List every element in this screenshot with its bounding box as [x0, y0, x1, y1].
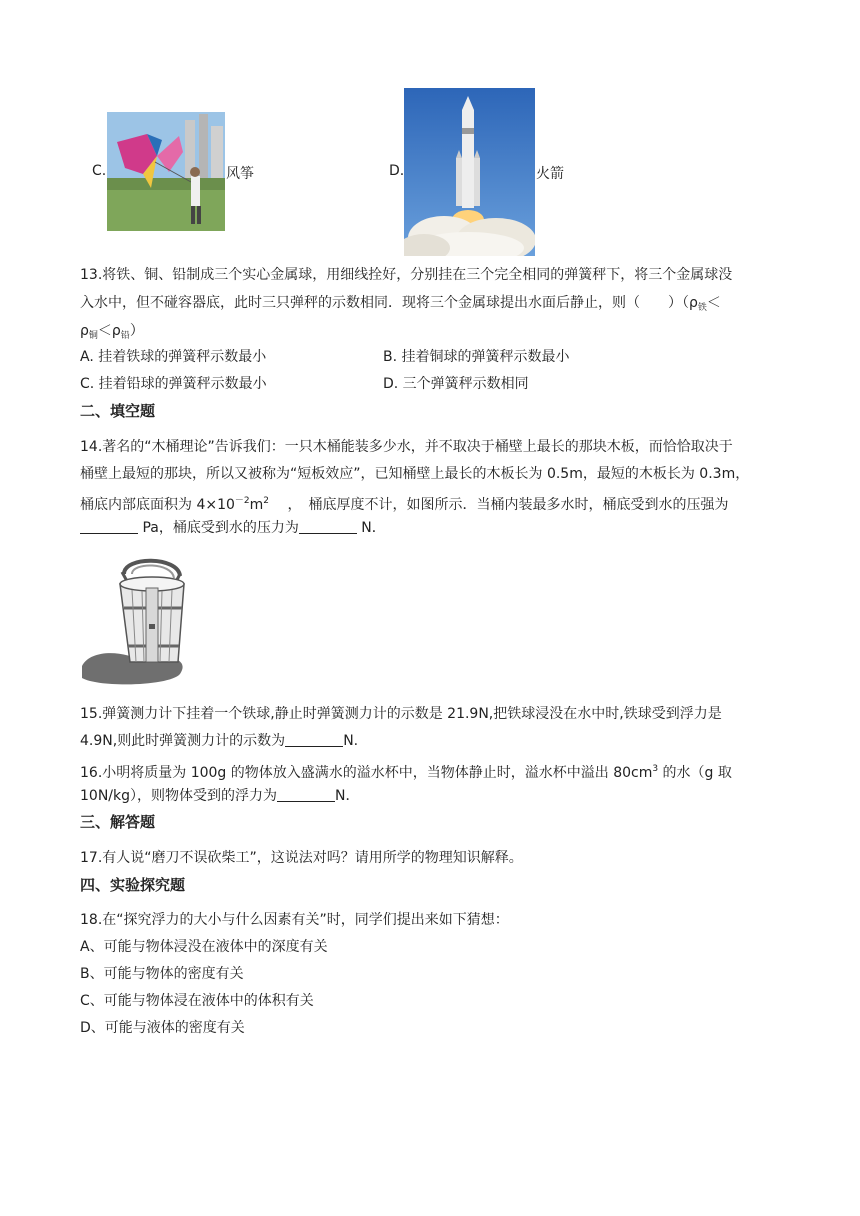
rocket-image [404, 88, 535, 256]
wooden-bucket-illustration [80, 550, 200, 690]
q13-line2: 入水中，但不碰容器底，此时三只弹秤的示数相同．现将三个金属球提出水面后静止，则（ ）（$\rho_铁<$ [80, 295, 721, 313]
section-experiment-heading: 四、实验探究题 [80, 876, 186, 894]
q13-option-d: D. 三个弹簧秤示数相同 [383, 376, 529, 392]
kite-image [107, 112, 225, 231]
q18-guess-a: A、可能与物体浸没在液体中的深度有关 [80, 939, 328, 955]
section-fill-in-heading: 二、填空题 [80, 402, 156, 420]
q17-text: 17.有人说“磨刀不误砍柴工”，这说法对吗？请用所学的物理知识解释。 [80, 850, 523, 866]
q13-option-b: B. 挂着铜球的弹簧秤示数最小 [383, 349, 570, 365]
q14-blank-force[interactable] [299, 519, 357, 534]
q18-guess-b: B、可能与物体的密度有关 [80, 966, 244, 982]
q15-line1: 15.弹簧测力计下挂着一个铁球,静止时弹簧测力计的示数是 21.9N,把铁球浸没在水中时,铁球受到浮力是 [80, 706, 722, 722]
q13-option-a: A. 挂着铁球的弹簧秤示数最小 [80, 349, 267, 365]
q14-line1: 14.著名的“木桶理论”告诉我们：一只木桶能装多少水，并不取决于桶壁上最长的那块木板，而恰恰取决于 [80, 439, 733, 455]
section-answer-heading: 三、解答题 [80, 813, 156, 831]
kite-illustration [107, 112, 225, 231]
q14-line3: 桶底内部底面积为 $4\times 10^{-2}m^2$ ， 桶底厚度不计，如图所示．当桶内装最多水时，桶底受到水的压强为 [80, 496, 729, 513]
q14-blank-pressure[interactable] [80, 519, 138, 534]
q14-line2: 桶壁上最短的那块，所以又被称为“短板效应”，已知桶壁上最长的木板长为 0.5m，最短的木板长为 0.3m， [80, 466, 750, 482]
option-d-label: 火箭 [536, 166, 564, 182]
q16-line2: 10N/kg），则物体受到的浮力为 N． [80, 788, 360, 804]
option-c-letter: C. [92, 163, 107, 179]
option-c-label: 风筝 [226, 166, 254, 182]
q15-blank[interactable] [285, 732, 343, 747]
q13-line1: 13.将铁、铜、铅制成三个实心金属球，用细线拴好，分别挂在三个完全相同的弹簧秤下，将三个金属球没 [80, 267, 733, 283]
q18-guess-d: D、可能与液体的密度有关 [80, 1020, 245, 1036]
q18-intro: 18.在“探究浮力的大小与什么因素有关”时，同学们提出来如下猜想： [80, 912, 509, 928]
q13-option-c: C. 挂着铅球的弹簧秤示数最小 [80, 376, 267, 392]
q16-blank[interactable] [277, 787, 335, 802]
q13-line3: $\rho_铜<\rho_铅$） [80, 323, 144, 341]
q16-line1: 16.小明将质量为 100g 的物体放入盛满水的溢水杯中，当物体静止时，溢水杯中溢出 $80cm^3$ 的水（g 取 [80, 764, 732, 781]
q18-guess-c: C、可能与物体浸在液体中的体积有关 [80, 993, 314, 1009]
q15-line2: 4.9N,则此时弹簧测力计的示数为 N. [80, 733, 359, 749]
rocket-illustration [404, 88, 535, 256]
q14-line4: Pa，桶底受到水的压力为 N． [80, 518, 386, 538]
bucket-image [80, 550, 200, 690]
option-d-letter: D. [389, 163, 405, 179]
